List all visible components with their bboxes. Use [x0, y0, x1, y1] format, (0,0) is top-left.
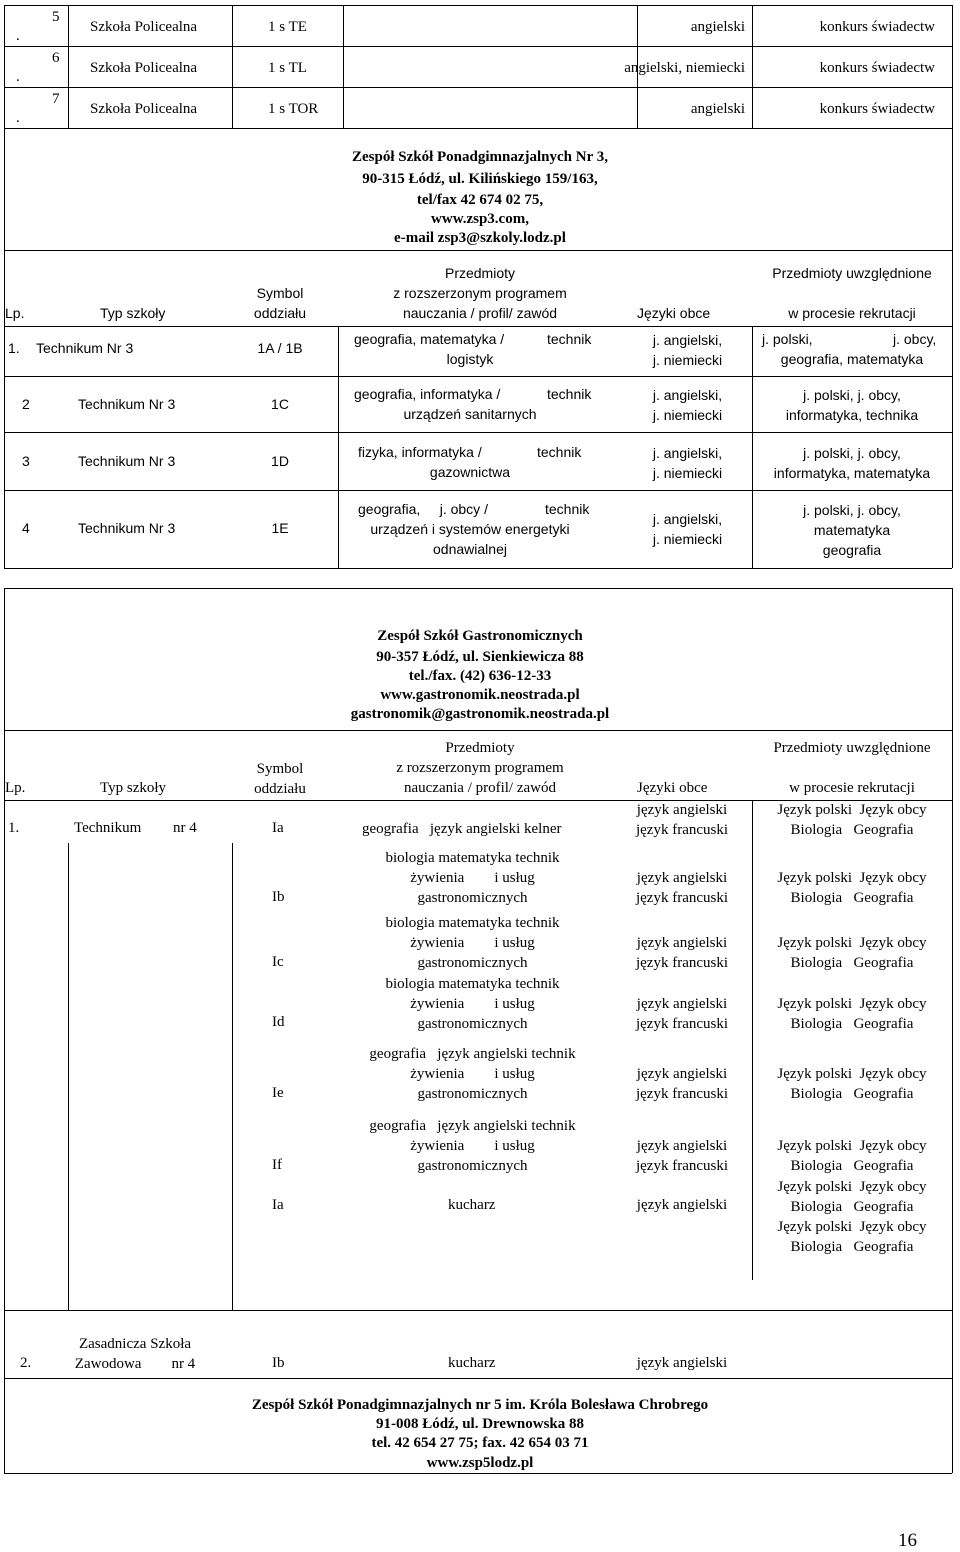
school-phone: tel. 42 654 27 75; fax. 42 654 03 71 [371, 1435, 589, 1451]
school-type: Technikum Nr 3 [78, 396, 176, 412]
class-symbol: Ic [272, 954, 284, 970]
languages: j. angielski, j. niemiecki [652, 445, 723, 481]
subjects-text: geografia język angielski technik żywienia i usług gastronomicznych [369, 1046, 576, 1102]
class-symbol: If [272, 1157, 282, 1173]
school-name: Szkoła Policealna [90, 60, 198, 76]
languages: język angielski język francuski [635, 935, 729, 971]
school-website: www.zsp5lodz.pl [426, 1455, 534, 1471]
recruitment-text: Język polski Język obcy Biologia Geografia [777, 870, 927, 906]
school-phone: tel/fax 42 674 02 75, [416, 192, 544, 208]
recruitment-text: j. polski, [762, 331, 813, 347]
subjects-text: biologia matematyka technik żywienia i usług gastronomicznych [385, 976, 560, 1032]
languages: angielski, niemiecki [624, 60, 745, 76]
school-address: 91-008 Łódź, ul. Drewnowska 88 [375, 1416, 585, 1432]
col-languages: Języki obce [637, 305, 711, 321]
subjects-text: geografia, j. obcy / [358, 501, 488, 517]
class-symbol: 1 s TE [268, 19, 307, 35]
subjects-text: kucharz [448, 1355, 496, 1371]
subjects-text: geografia, informatyka / [354, 386, 501, 402]
languages: język angielski język francuski [635, 802, 729, 838]
subjects-text: gazownictwa [429, 464, 511, 480]
row-dot: . [16, 69, 20, 85]
languages: język angielski język francuski [635, 996, 729, 1032]
languages: język angielski [636, 1355, 728, 1371]
school-type: Technikum Nr 3 [36, 340, 134, 356]
school-name: Zespół Szkół Ponadgimnazjalnych nr 5 im. Króla Bolesława Chrobrego [251, 1397, 709, 1413]
class-symbol: Id [272, 1014, 285, 1030]
subjects-text: technik [545, 501, 590, 517]
recruitment: konkurs świadectw [819, 19, 935, 35]
subjects-text: fizyka, informatyka / [358, 444, 482, 460]
school-type: Technikum [74, 820, 142, 836]
row-number: 7 [52, 91, 60, 107]
languages: język angielski [636, 1197, 728, 1213]
languages: język angielski język francuski [635, 1066, 729, 1102]
school-name: Zespół Szkół Ponadgimnazjalnych Nr 3, [351, 149, 608, 165]
languages: język angielski język francuski [635, 870, 729, 906]
class-symbol: 1 s TOR [268, 101, 319, 117]
subjects-text: technik [547, 331, 592, 347]
school-type: Zasadnicza Szkoła Zawodowa nr 4 [74, 1336, 196, 1372]
school-email: e-mail zsp3@szkoly.lodz.pl [394, 230, 566, 246]
school-type: Technikum Nr 3 [78, 520, 176, 536]
row-lp: 1. [8, 820, 20, 836]
languages: j. angielski, j. niemiecki [652, 511, 723, 547]
recruitment: konkurs świadectw [819, 60, 935, 76]
recruitment-text: Język polski Język obcy Biologia Geografia [777, 996, 927, 1032]
class-symbol: 1E [271, 520, 289, 536]
school-type: nr 4 [173, 820, 197, 836]
subjects-text: biologia matematyka technik żywienia i usług gastronomicznych [385, 850, 560, 906]
subjects-text: kucharz [448, 1197, 496, 1213]
school-type: Technikum Nr 3 [78, 453, 176, 469]
recruitment-text: j. polski, j. obcy, matematyka geografia [803, 502, 901, 558]
languages: j. angielski, j. niemiecki [652, 387, 723, 423]
recruitment: konkurs świadectw [819, 101, 935, 117]
subjects-text: biologia matematyka technik żywienia i usług gastronomicznych [385, 915, 560, 971]
school-website: www.zsp3.com, [431, 211, 529, 227]
class-symbol: Ib [272, 889, 285, 905]
class-symbol: 1D [271, 453, 289, 469]
school-name: Szkoła Policealna [90, 19, 198, 35]
languages: angielski [690, 19, 745, 35]
languages: język angielski język francuski [635, 1138, 729, 1174]
class-symbol: 1 s TL [268, 60, 307, 76]
col-symbol: Symbol oddziału [254, 761, 306, 797]
recruitment-text: Język polski Język obcy Biologia Geografia [777, 1138, 927, 1174]
row-number: 5 [52, 9, 60, 25]
col-type: Typ szkoły [100, 780, 167, 796]
school-website: www.gastronomik.neostrada.pl [380, 687, 580, 703]
row-number: 6 [52, 50, 60, 66]
row-lp: 4 [22, 520, 30, 536]
recruitment-text: geografia, matematyka [780, 351, 924, 367]
row-lp: 2 [22, 396, 30, 412]
row-dot: . [16, 28, 20, 44]
subjects-text: technik [537, 444, 582, 460]
col-symbol: Symbol oddziału [253, 285, 307, 321]
class-symbol: 1A / 1B [257, 340, 303, 356]
school-address: 90-357 Łódź, ul. Sienkiewicza 88 [376, 649, 584, 665]
recruitment-text: Język polski Język obcy Biologia Geografia [777, 1066, 927, 1102]
subjects-text: geografia język angielski technik żywienia i usług gastronomicznych [369, 1118, 576, 1174]
row-lp: 3 [22, 453, 30, 469]
recruitment-text: Język polski Język obcy Biologia Geografia [777, 935, 927, 971]
subjects-text: technik [547, 386, 592, 402]
languages: j. angielski, j. niemiecki [652, 332, 723, 368]
school-address: 90-315 Łódź, ul. Kilińskiego 159/163, [362, 171, 598, 187]
row-dot: . [16, 110, 20, 126]
recruitment-text: j. polski, j. obcy, informatyka, matematyka [773, 445, 931, 481]
col-subjects: Przedmioty z rozszerzonym programem nauczania / profil/ zawód [396, 740, 564, 796]
class-symbol: Ie [272, 1085, 284, 1101]
row-lp: 2. [20, 1355, 32, 1371]
languages: angielski [690, 101, 745, 117]
col-lp: Lp. [5, 780, 26, 796]
class-symbol: Ia [272, 1197, 284, 1213]
col-subjects: Przedmioty z rozszerzonym programem nauczania / profil/ zawód [393, 265, 567, 321]
subjects-text: logistyk [446, 351, 494, 367]
school-phone: tel./fax. (42) 636-12-33 [408, 668, 552, 684]
recruitment-text: j. polski, j. obcy, informatyka, technika [785, 387, 919, 423]
subjects-text: geografia, matematyka / [354, 331, 505, 347]
school-email: gastronomik@gastronomik.neostrada.pl [350, 706, 610, 722]
school-name: Szkoła Policealna [90, 101, 198, 117]
class-symbol: Ib [272, 1355, 285, 1371]
col-type: Typ szkoły [100, 305, 166, 321]
class-symbol: Ia [272, 820, 284, 836]
subjects-text: urządzeń sanitarnych [403, 406, 537, 422]
col-languages: Języki obce [637, 780, 708, 796]
col-lp: Lp. [5, 305, 25, 321]
subjects-text: urządzeń i systemów energetyki odnawialnej [370, 521, 570, 557]
row-lp: 1. [8, 340, 20, 356]
school-name: Zespół Szkół Gastronomicznych [377, 628, 583, 644]
col-recruitment: Przedmioty uwzględnione w procesie rekrutacji [773, 740, 931, 796]
page-number: 16 [898, 1530, 917, 1551]
recruitment-text: Język polski Język obcy Biologia Geografia [777, 802, 927, 838]
subjects-text: geografia język angielski kelner [362, 821, 562, 837]
recruitment-text: Język polski Język obcy Biologia Geografia Język polski Język obcy Biologia Geografia [777, 1179, 927, 1255]
col-recruitment: Przedmioty uwzględnione w procesie rekrutacji [772, 265, 932, 321]
recruitment-text: j. obcy, [893, 331, 937, 347]
class-symbol: 1C [271, 396, 289, 412]
